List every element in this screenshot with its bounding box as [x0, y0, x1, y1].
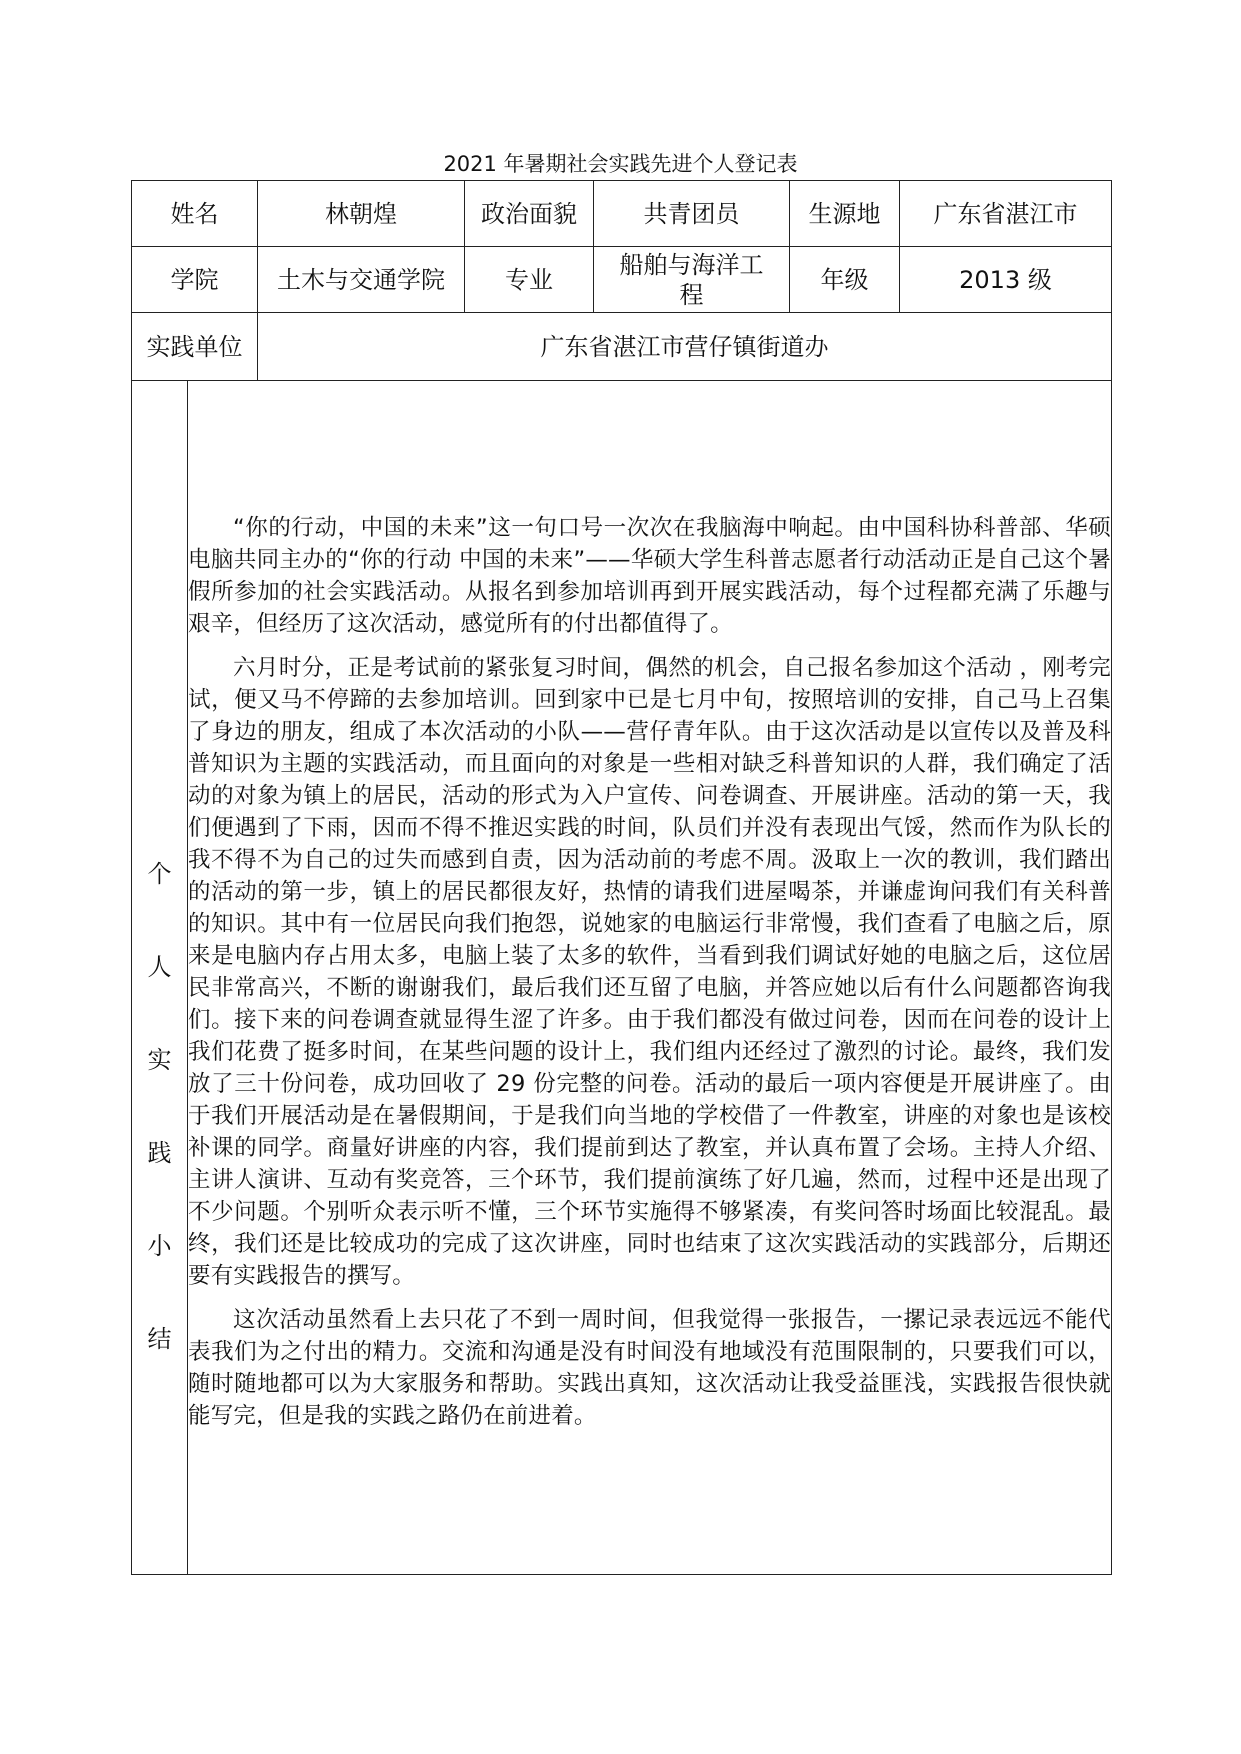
politics-label: 政治面貌 [465, 181, 594, 247]
unit-label: 实践单位 [132, 313, 258, 381]
summary-label-char: 个 [147, 859, 172, 888]
summary-label [132, 381, 188, 1575]
origin-label: 生源地 [790, 181, 900, 247]
row-summary [132, 381, 1112, 1575]
unit-value: 广东省湛江市营仔镇街道办 [258, 313, 1112, 381]
row-basic-info [132, 181, 1112, 247]
politics-value: 共青团员 [594, 181, 790, 247]
college-value: 土木与交通学院 [258, 247, 465, 313]
summary-label-char: 人 [147, 952, 172, 981]
name-value: 林朝煌 [258, 181, 465, 247]
summary-paragraph: “你的行动，中国的未来”这一句口号一次次在我脑海中响起。由中国科协科普部、华硕电脑共同主办的“你的行动 中国的未来”——华硕大学生科普志愿者行动活动正是自己这个暑假所参加的社会实践活动。从报名到参加培训再到开展实践活动，每个过程都充满了乐趣与艰辛，但经历了这次活动，感觉所有的付出都值得了。 [188, 514, 1111, 637]
row-education-info [132, 247, 1112, 313]
summary-paragraph: 这次活动虽然看上去只花了不到一周时间，但我觉得一张报告，一摞记录表远远不能代表我们为之付出的精力。交流和沟通是没有时间没有地域没有范围限制的，只要我们可以，随时随地都可以为大家服务和帮助。实践出真知，这次活动让我受益匪浅，实践报告很快就能写完，但是我的实践之路仍在前进着。 [188, 1306, 1111, 1429]
summary-label-char: 小 [147, 1231, 172, 1260]
major-label: 专业 [465, 247, 594, 313]
grade-label: 年级 [790, 247, 900, 313]
summary-label-char: 结 [147, 1324, 172, 1353]
summary-body [188, 381, 1112, 1575]
college-label: 学院 [132, 247, 258, 313]
origin-value: 广东省湛江市 [900, 181, 1112, 247]
row-practice-unit [132, 313, 1112, 381]
form-title: 2021 年暑期社会实践先进个人登记表 [443, 152, 798, 176]
grade-value: 2013 级 [900, 247, 1112, 313]
summary-paragraph: 六月时分，正是考试前的紧张复习时间，偶然的机会，自己报名参加这个活动 ，刚考完试，便又马不停蹄的去参加培训。回到家中已是七月中旬，按照培训的安排，自己马上召集了身边的朋友，组成了本次活动的小队——营仔青年队。由于这次活动是以宣传以及普及科普知识为主题的实践活动，而且面向的对象是一些相对缺乏科普知识的人群，我们确定了活动的对象为镇上的居民，活动的形式为入户宣传、问卷调查、开展讲座。活动的第一天，我们便遇到了下雨，因而不得不推迟实践的时间，队员们并没有表现出气馁，然而作为队长的我不得不为自己的过失而感到自责，因为活动前的考虑不周。汲取上一次的教训，我们踏出的活动的第一步，镇上的居民都很友好，热情的请我们进屋喝茶，并谦虚询问我们有关科普的知识。其中有一位居民向我们抱怨，说她家的电脑运行非常慢，我们查看了电脑之后，原来是电脑内存占用太多，电脑上装了太多的软件，当看到我们调试好她的电脑之后，这位居民非常高兴，不断的谢谢我们，最后我们还互留了电脑，并答应她以后有什么问题都咨询我们。接下来的问卷调查就显得生涩了许多。由于我们都没有做过问卷，因而在问卷的设计上我们花费了挺多时间，在某些问题的设计上，我们组内还经过了激烈的讨论。最终，我们发放了三十份问卷，成功回收了 29 份完整的问卷。活动的最后一项内容便是开展讲座了。由于我们开展活动是在暑假期间，于是我们向当地的学校借了一件教室，讲座的对象也是该校补课的同学。商量好讲座的内容，我们提前到达了教室，并认真布置了会场。主持人介绍、主讲人演讲、互动有奖竞答，三个环节，我们提前演练了好几遍，然而，过程中还是出现了不少问题。个别听众表示听不懂，三个环节实施得不够紧凑，有奖问答时场面比较混乱。最终，我们还是比较成功的完成了这次讲座，同时也结束了这次实践活动的实践部分，后期还要有实践报告的撰写。 [188, 654, 1111, 1289]
major-value: 船舶与海洋工程 [594, 247, 790, 313]
registration-table [131, 180, 1112, 1575]
summary-label-char: 实 [147, 1045, 172, 1074]
name-label: 姓名 [132, 181, 258, 247]
summary-label-char: 践 [147, 1138, 172, 1167]
